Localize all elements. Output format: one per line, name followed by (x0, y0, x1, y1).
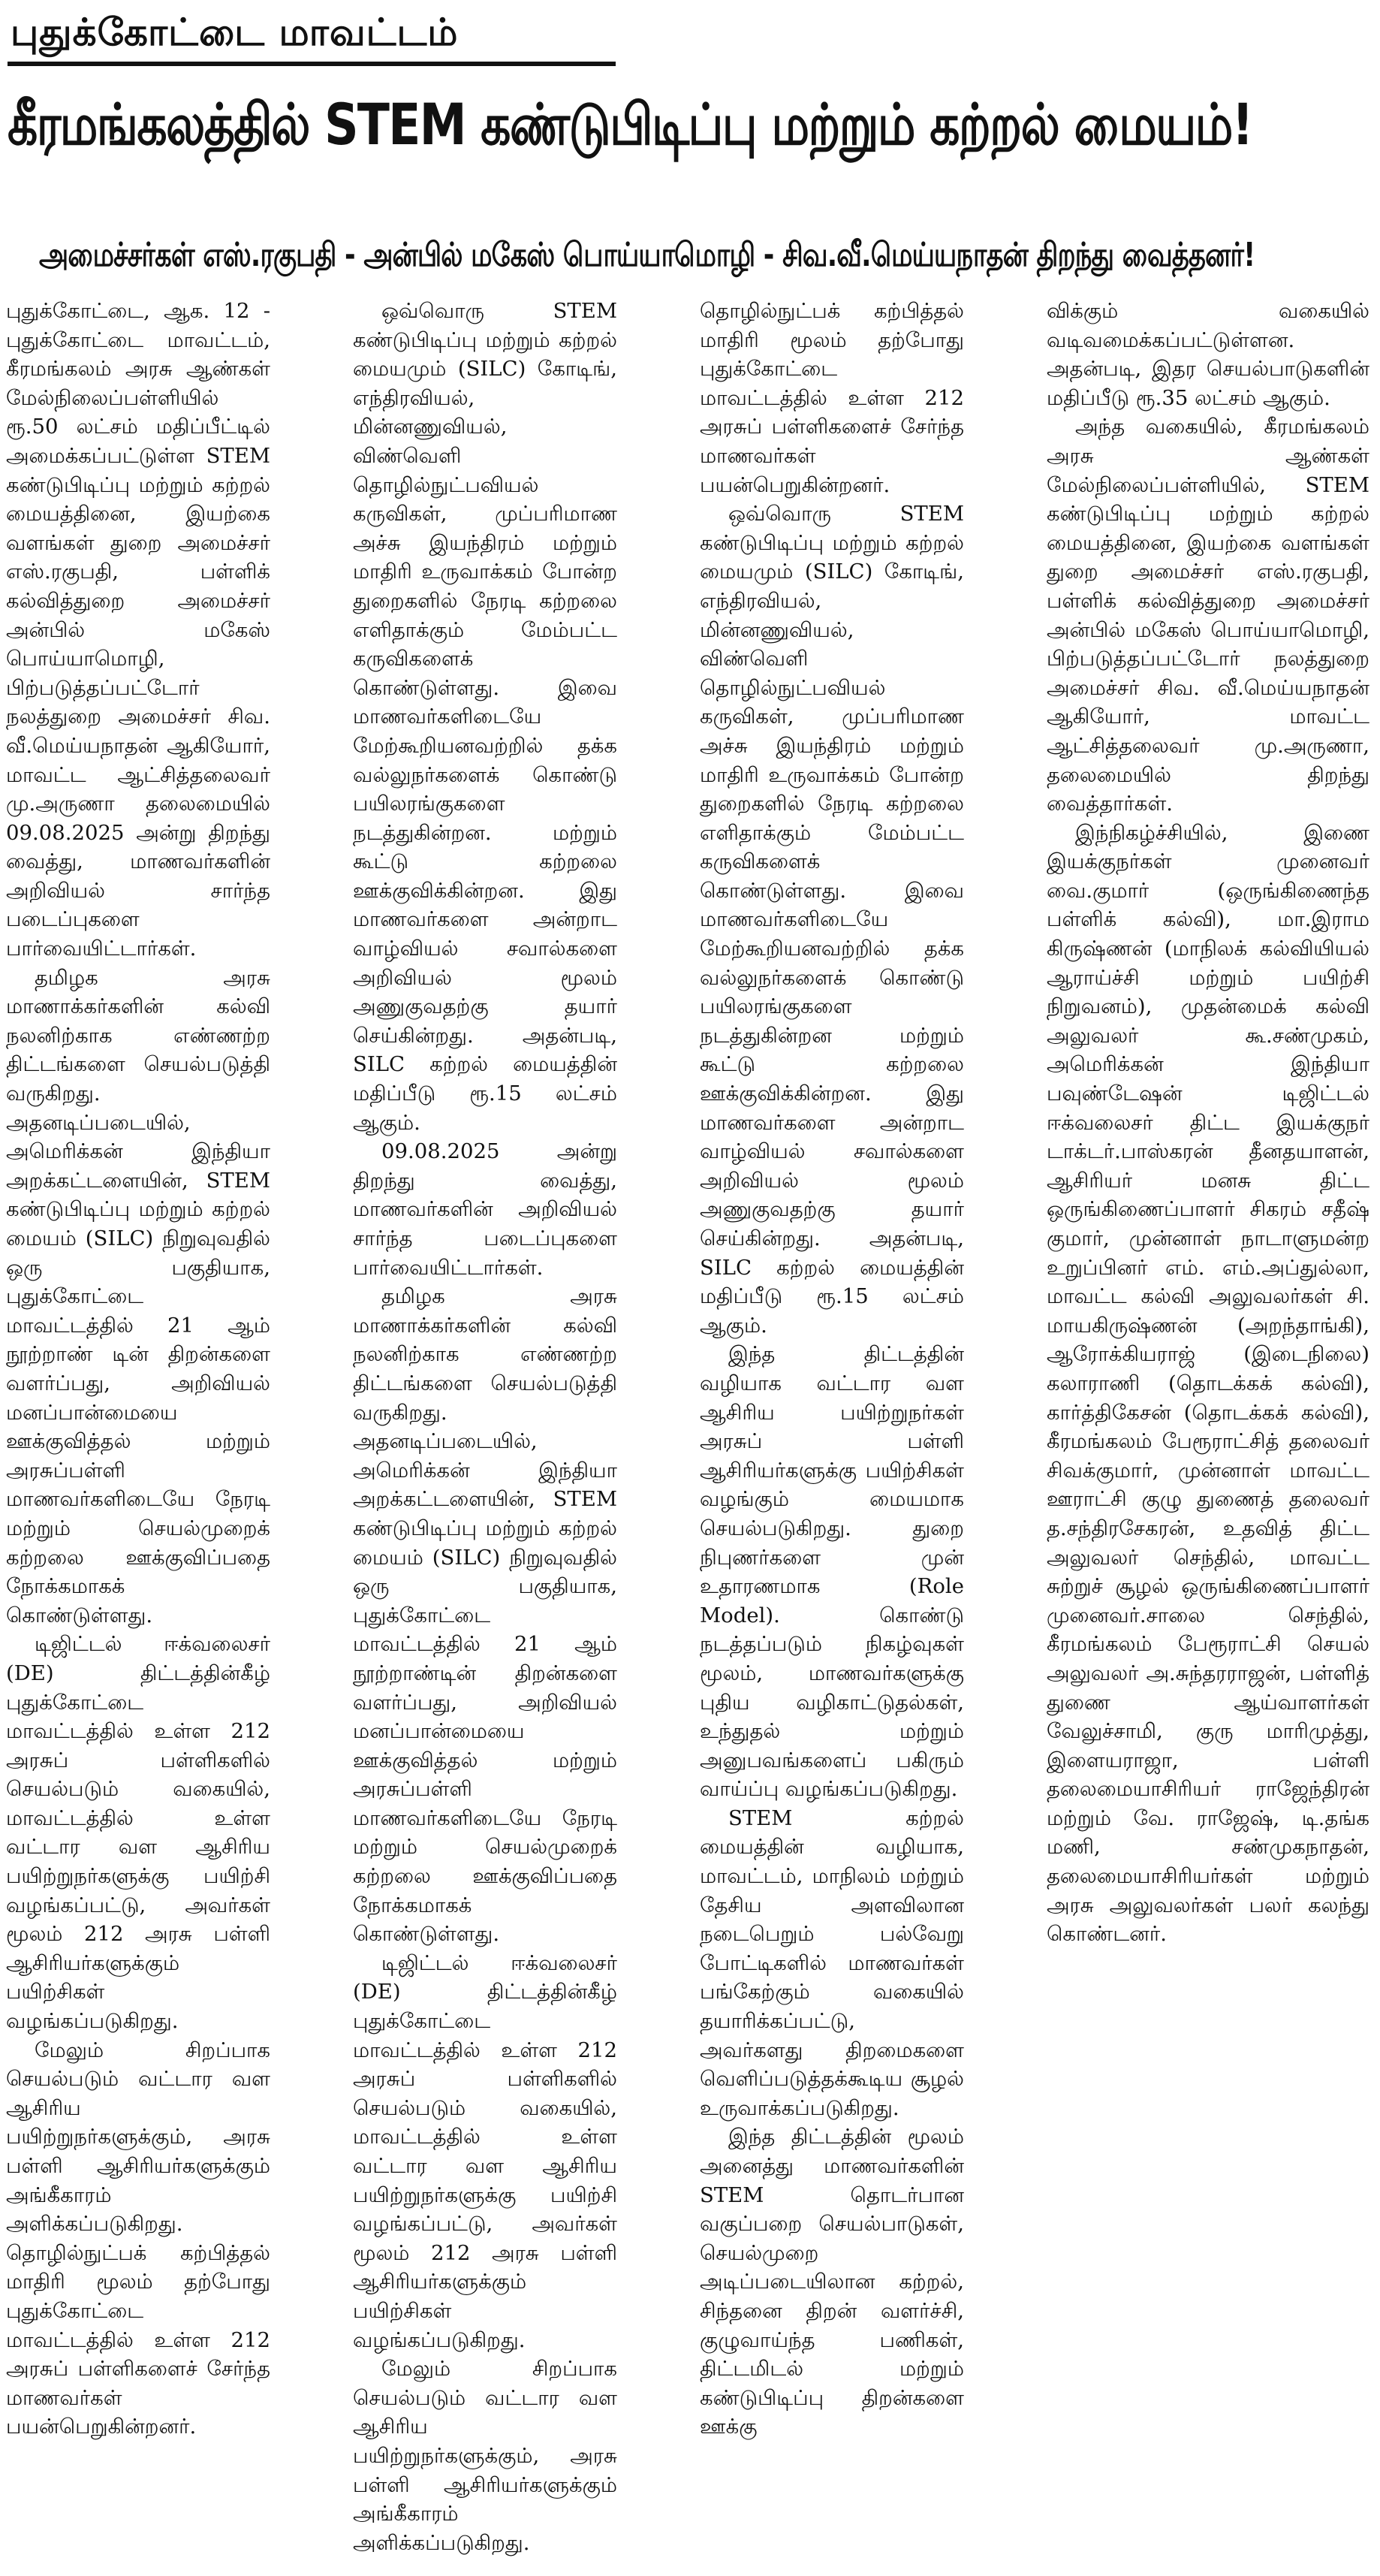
article-paragraph: இந்த திட்டத்தின் வழியாக வட்டார வள ஆசிரிய பயிற்றுநர்கள் அரசுப் பள்ளி ஆசிரியர்களுக்கு பயிற்சிகள் வழங்கும் மையமாக செயல்படுகிறது. துறை நிபுணர்களை முன் உதாரணமாக (Role Model). கொண்டு நடத்தப்படும் நிகழ்வுகள் மூலம், மாணவர்களுக்கு புதிய வழிகாட்டுதல்கள், உந்துதல் மற்றும் அனுபவங்களைப் பகிரும் வாய்ப்பு வழங்கப்படுகிறது. (700, 1342, 964, 1802)
article-column-1 (6, 297, 270, 2572)
article-column-2 (353, 297, 617, 2572)
article-paragraph: மேலும் சிறப்பாக செயல்படும் வட்டார வள ஆசிரிய பயிற்றுநர்களுக்கும், அரசு பள்ளி ஆசிரியர்களுக்கும் அங்கீகாரம் அளிக்கப்படுகிறது. (353, 2357, 617, 2555)
article-column-3 (700, 297, 964, 2572)
article-paragraph: விக்கும் வகையில் வடிவமைக்கப்பட்டுள்ளன. அதன்படி, இதர செயல்பாடுகளின் மதிப்பீடு ரூ.35 லட்சம் ஆகும். (1047, 299, 1369, 410)
article-paragraph: மேலும் சிறப்பாக செயல்படும் வட்டார வள ஆசிரிய பயிற்றுநர்களுக்கும், அரசு பள்ளி ஆசிரியர்களுக்கும் அங்கீகாரம் அளிக்கப்படுகிறது. தொழில்நுட்பக் கற்பித்தல் மாதிரி மூலம் தற்போது புதுக்கோட்டை மாவட்டத்தில் உள்ள 212 அரசுப் பள்ளிகளைச் சேர்ந்த மாணவர்கள் பயன்பெறுகின்றனர். (6, 2038, 270, 2439)
article-paragraph: டிஜிட்டல் ஈக்வலைசர் (DE) திட்டத்தின்கீழ் புதுக்கோட்டை மாவட்டத்தில் உள்ள 212 அரசுப் பள்ளிகளில் செயல்படும் வகையில், மாவட்டத்தில் உள்ள வட்டார வள ஆசிரிய பயிற்றுநர்களுக்கு பயிற்சி வழங்கப்பட்டு, அவர்கள் மூலம் 212 அரசு பள்ளி ஆசிரியர்களுக்கும் பயிற்சிகள் வழங்கப்படுகிறது. (6, 1632, 270, 2034)
district-label: புதுக்கோட்டை மாவட்டம் (11, 11, 459, 54)
article-paragraph: ஒவ்வொரு STEM கண்டுபிடிப்பு மற்றும் கற்றல் மையமும் (SILC) கோடிங், எந்திரவியல், மின்னணுவியல், விண்வெளி தொழில்நுட்பவியல் கருவிகள், முப்பரிமாண அச்சு இயந்திரம் மற்றும் மாதிரி உருவாக்கம் போன்ற துறைகளில் நேரடி கற்றலை எளிதாக்கும் மேம்பட்ட கருவிகளைக் கொண்டுள்ளது. இவை மாணவர்களிடையே மேற்கூறியனவற்றில் தக்க வல்லுநர்களைக் கொண்டு பயிலரங்குகளை நடத்துகின்றன. மற்றும் கூட்டு கற்றலை ஊக்குவிக்கின்றன. இது மாணவர்களை அன்றாட வாழ்வியல் சவால்களை அறிவியல் மூலம் அணுகுவதற்கு தயார் செய்கின்றது. அதன்படி, SILC கற்றல் மையத்தின் மதிப்பீடு ரூ.15 லட்சம் ஆகும். (353, 299, 617, 1135)
headline: கீரமங்கலத்தில் STEM கண்டுபிடிப்பு மற்றும் கற்றல் மையம்! (8, 91, 1252, 158)
article-paragraph: புதுக்கோட்டை, ஆக. 12 - புதுக்கோட்டை மாவட்டம், கீரமங்கலம் அரசு ஆண்கள் மேல்நிலைப்பள்ளியில் ரூ.50 லட்சம் மதிப்பீட்டில் அமைக்கப்பட்டுள்ள STEM கண்டுபிடிப்பு மற்றும் கற்றல் மையத்தினை, இயற்கை வளங்கள் துறை அமைச்சர் எஸ்.ரகுபதி, பள்ளிக் கல்வித்துறை அமைச்சர் அன்பில் மகேஸ் பொய்யாமொழி, பிற்படுத்தப்பட்டோர் நலத்துறை அமைச்சர் சிவ. வீ.மெய்யநாதன் ஆகியோர், மாவட்ட ஆட்சித்தலைவர் மு.அருணா தலைமையில் 09.08.2025 அன்று திறந்து வைத்து, மாணவர்களின் அறிவியல் சார்ந்த படைப்புகளை பார்வையிட்டார்கள். (6, 299, 270, 961)
article-paragraph: 09.08.2025 அன்று திறந்து வைத்து, மாணவர்களின் அறிவியல் சார்ந்த படைப்புகளை பார்வையிட்டார்கள். (353, 1139, 617, 1280)
article-paragraph: தொழில்நுட்பக் கற்பித்தல் மாதிரி மூலம் தற்போது புதுக்கோட்டை மாவட்டத்தில் உள்ள 212 அரசுப் பள்ளிகளைச் சேர்ந்த மாணவர்கள் பயன்பெறுகின்றனர். (700, 299, 964, 497)
article-column-4 (1047, 297, 1369, 2572)
article-paragraph: STEM கற்றல் மையத்தின் வழியாக, மாவட்டம், மாநிலம் மற்றும் தேசிய அளவிலான நடைபெறும் பல்வேறு போட்டிகளில் மாணவர்கள் பங்கேற்கும் வகையில் தயாரிக்கப்பட்டு, அவர்களது திறமைகளை வெளிப்படுத்தக்கூடிய சூழல் உருவாக்கப்படுகிறது. (700, 1805, 964, 2120)
district-underline (8, 62, 616, 66)
article-paragraph: அந்த வகையில், கீரமங்கலம் அரசு ஆண்கள் மேல்நிலைப்பள்ளியில், STEM கண்டுபிடிப்பு மற்றும் கற்றல் மையத்தினை, இயற்கை வளங்கள் துறை அமைச்சர் எஸ்.ரகுபதி, பள்ளிக் கல்வித்துறை அமைச்சர் அன்பில் மகேஸ் பொய்யாமொழி, பிற்படுத்தப்பட்டோர் நலத்துறை அமைச்சர் சிவ. வீ.மெய்யநாதன் ஆகியோர், மாவட்ட ஆட்சித்தலைவர் மு.அருணா, தலைமையில் திறந்து வைத்தார்கள். (1047, 415, 1369, 816)
article-paragraph: தமிழக அரசு மாணாக்கர்களின் கல்வி நலனிற்காக எண்ணற்ற திட்டங்களை செயல்படுத்தி வருகிறது. அதனடிப்படையில், அமெரிக்கன் இந்தியா அறக்கட்டளையின், STEM கண்டுபிடிப்பு மற்றும் கற்றல் மையம் (SILC) நிறுவுவதில் ஒரு பகுதியாக, புதுக்கோட்டை மாவட்டத்தில் 21 ஆம் நூற்றாண் டின் திறன்களை வளர்ப்பது, அறிவியல் மனப்பான்மையை ஊக்குவித்தல் மற்றும் அரசுப்பள்ளி மாணவர்களிடையே நேரடி மற்றும் செயல்முறைக் கற்றலை ஊக்குவிப்பதை நோக்கமாகக் கொண்டுள்ளது. (6, 965, 270, 1627)
article-paragraph: இந்த திட்டத்தின் மூலம் அனைத்து மாணவர்களின் STEM தொடர்பான வகுப்பறை செயல்பாடுகள், செயல்முறை அடிப்படையிலான கற்றல், சிந்தனை திறன் வளர்ச்சி, குழுவாய்ந்த பணிகள், திட்டமிடல் மற்றும் கண்டுபிடிப்பு திறன்களை ஊக்கு (700, 2125, 964, 2439)
subheadline: அமைச்சர்கள் எஸ்.ரகுபதி - அன்பில் மகேஸ் பொய்யாமொழி - சிவ.வீ.மெய்யநாதன் திறந்து வைத்தனர்! (39, 236, 1255, 274)
article-paragraph: தமிழக அரசு மாணாக்கர்களின் கல்வி நலனிற்காக எண்ணற்ற திட்டங்களை செயல்படுத்தி வருகிறது. அதனடிப்படையில், அமெரிக்கன் இந்தியா அறக்கட்டளையின், STEM கண்டுபிடிப்பு மற்றும் கற்றல் மையம் (SILC) நிறுவுவதில் ஒரு பகுதியாக, புதுக்கோட்டை மாவட்டத்தில் 21 ஆம் நூற்றாண்டின் திறன்களை வளர்ப்பது, அறிவியல் மனப்பான்மையை ஊக்குவித்தல் மற்றும் அரசுப்பள்ளி மாணவர்களிடையே நேரடி மற்றும் செயல்முறைக் கற்றலை ஊக்குவிப்பதை நோக்கமாகக் கொண்டுள்ளது. (353, 1284, 617, 1947)
article-paragraph: டிஜிட்டல் ஈக்வலைசர் (DE) திட்டத்தின்கீழ் புதுக்கோட்டை மாவட்டத்தில் உள்ள 212 அரசுப் பள்ளிகளில் செயல்படும் வகையில், மாவட்டத்தில் உள்ள வட்டார வள ஆசிரிய பயிற்றுநர்களுக்கு பயிற்சி வழங்கப்பட்டு, அவர்கள் மூலம் 212 அரசு பள்ளி ஆசிரியர்களுக்கும் பயிற்சிகள் வழங்கப்படுகிறது. (353, 1950, 617, 2352)
article-paragraph: ஒவ்வொரு STEM கண்டுபிடிப்பு மற்றும் கற்றல் மையமும் (SILC) கோடிங், எந்திரவியல், மின்னணுவியல், விண்வெளி தொழில்நுட்பவியல் கருவிகள், முப்பரிமாண அச்சு இயந்திரம் மற்றும் மாதிரி உருவாக்கம் போன்ற துறைகளில் நேரடி கற்றலை எளிதாக்கும் மேம்பட்ட கருவிகளைக் கொண்டுள்ளது. இவை மாணவர்களிடையே மேற்கூறியனவற்றில் தக்க வல்லுநர்களைக் கொண்டு பயிலரங்குகளை நடத்துகின்றன மற்றும் கூட்டு கற்றலை ஊக்குவிக்கின்றன. இது மாணவர்களை அன்றாட வாழ்வியல் சவால்களை அறிவியல் மூலம் அணுகுவதற்கு தயார் செய்கின்றது. அதன்படி, SILC கற்றல் மையத்தின் மதிப்பீடு ரூ.15 லட்சம் ஆகும். (700, 502, 964, 1338)
article-paragraph: இந்நிகழ்ச்சியில், இணை இயக்குநர்கள் முனைவர் வை.குமார் (ஒருங்கிணைந்த பள்ளிக் கல்வி), மா.இராம கிருஷ்ணன் (மாநிலக் கல்வியியல் ஆராய்ச்சி மற்றும் பயிற்சி நிறுவனம்), முதன்மைக் கல்வி அலுவலர் கூ.சண்முகம், அமெரிக்கன் இந்தியா பவுண்டேஷன் டிஜிட்டல் ஈக்வலைசர் திட்ட இயக்குநர் டாக்டர்.பாஸ்கரன் தீனதயாளன், ஆசிரியர் மனசு திட்ட ஒருங்கிணைப்பாளர் சிகரம் சதீஷ் குமார், முன்னாள் நாடாளுமன்ற உறுப்பினர் எம். எம்.அப்துல்லா, மாவட்ட கல்வி அலுவலர்கள் சி. மாயகிருஷ்ணன் (அறந்தாங்கி), ஆரோக்கியராஜ் (இடைநிலை) கலாராணி (தொடக்கக் கல்வி), கார்த்திகேசன் (தொடக்கக் கல்வி), கீரமங்கலம் பேரூராட்சித் தலைவர் சிவக்குமார், முன்னாள் மாவட்ட ஊராட்சி குழு துணைத் தலைவர் த.சந்திரசேகரன், உதவித் திட்ட அலுவலர் செந்தில், மாவட்ட சுற்றுச் சூழல் ஒருங்கிணைப்பாளர் முனைவர்.சாலை செந்தில், கீரமங்கலம் பேரூராட்சி செயல் அலுவலர் அ.சுந்தரராஜன், பள்ளித் துணை ஆய்வாளர்கள் வேலுச்சாமி, குரு மாரிமுத்து, இளையராஜா, பள்ளி தலைமையாசிரியர் ராஜேந்திரன் மற்றும் வே. ராஜேஷ், டி.தங்க மணி, சண்முகநாதன், தலைமையாசிரியர்கள் மற்றும் அரசு அலுவலர்கள் பலர் கலந்து கொண்டனர். (1047, 820, 1369, 1947)
